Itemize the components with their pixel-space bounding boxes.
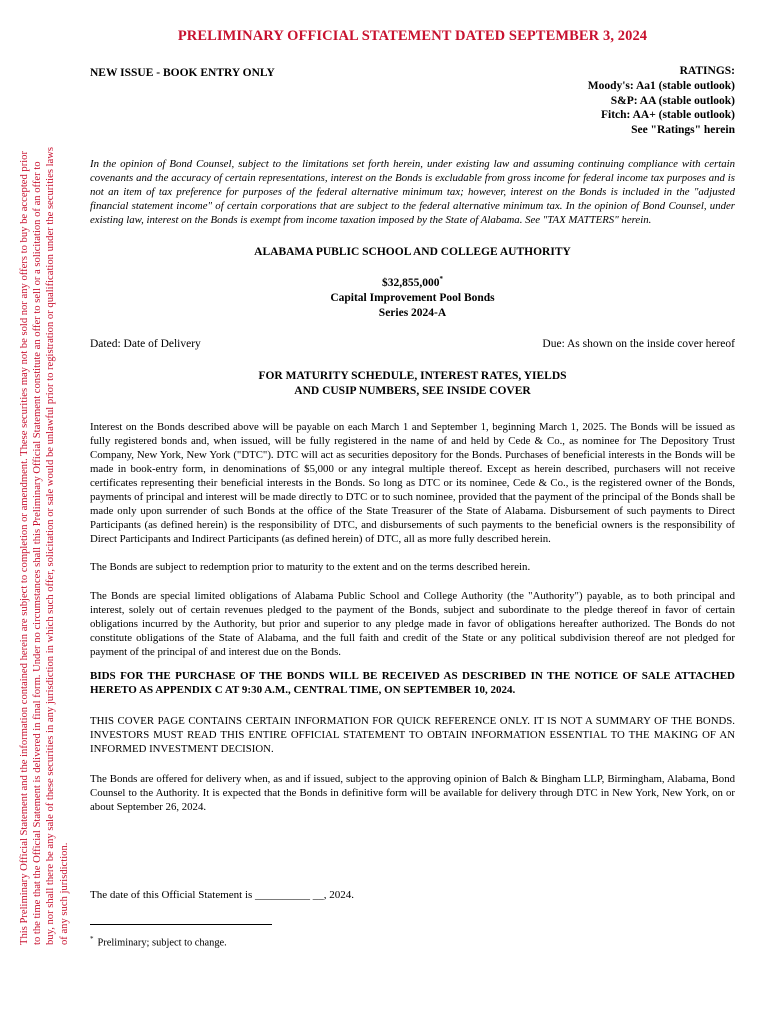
legend-line: of any such jurisdiction. (58, 842, 70, 945)
legend-line: to the time that the Official Statement is delivered in final form. Under no circumstances shall this Preliminary Official Statement constitute an offer to sell or a solicitation of an offer to (32, 161, 44, 945)
maturity-note-line: FOR MATURITY SCHEDULE, INTEREST RATES, YIELDS (258, 370, 567, 383)
bond-series: Series 2024-A (378, 307, 447, 320)
footnote (90, 932, 735, 951)
rating-fitch: Fitch: AA+ (stable outlook) (600, 109, 735, 122)
obligations-paragraph: The Bonds are special limited obligations of Alabama Public School and College Authority (the "Authority") payable, as to both principal and interest, solely out of certain revenues pledged to the payment of the Bonds, subject and subordinate to the pledge thereof in favor of certain obligations incurred by the Authority, but prior and superior to any pledge made in favor of obligations hereafter authorized. The Bonds do not constitute obligations of the State of Alabama, and the full faith and credit of the State or any political subdivision thereof are not pledged for payment of the principal of and interest due on the Bonds. (90, 589, 735, 658)
dated-text: Dated: Date of Delivery (90, 337, 201, 350)
bids-notice: BIDS FOR THE PURCHASE OF THE BONDS WILL BE RECEIVED AS DESCRIBED IN THE NOTICE OF SALE ATTACHED HERETO AS APPENDIX C AT 9:30 A.M., CENTRAL TIME, ON SEPTEMBER 10, 2024. (90, 670, 735, 697)
ratings-block (588, 64, 735, 138)
issuer-name: ALABAMA PUBLIC SCHOOL AND COLLEGE AUTHORITY (254, 246, 571, 259)
ratings-reference: See "Ratings" herein (631, 124, 735, 137)
tax-opinion: In the opinion of Bond Counsel, subject to the limitations set forth herein, under existing law and assuming continuing compliance with certain covenants and the accuracy of certain representations, interest on the Bonds is excludable from gross income for federal income tax purposes and is not an item of tax preference for purposes of the federal alternative minimum tax; however, interest on the Bonds is included in the "adjusted financial statement income" of certain corporations that are subject to the federal alternative minimum tax. In the opinion of Bond Counsel, under existing law, interest on the Bonds is exempt from income taxation imposed by the State of Alabama. See "TAX MATTERS" herein. (90, 157, 735, 227)
rating-moodys: Moody's: Aa1 (stable outlook) (587, 79, 735, 92)
statement-date-line: The date of this Official Statement is __________ __, 2024. (90, 889, 355, 902)
bond-amount-block (90, 272, 735, 322)
maturity-note-line: AND CUSIP NUMBERS, SEE INSIDE COVER (294, 385, 531, 398)
cover-page-notice: THIS COVER PAGE CONTAINS CERTAIN INFORMATION FOR QUICK REFERENCE ONLY. IT IS NOT A SUMMARY OF THE BONDS. INVESTORS MUST READ THIS ENTIRE OFFICIAL STATEMENT TO OBTAIN INFORMATION ESSENTIAL TO THE MAKING OF AN INFORMED INVESTMENT DECISION. (90, 714, 735, 755)
footnote-marker: * (90, 935, 94, 944)
preliminary-marker: * (439, 274, 443, 283)
due-text: Due: As shown on the inside cover hereof (542, 337, 735, 350)
principal-amount (90, 272, 735, 291)
footnote-divider (90, 924, 272, 925)
footnote-text: Preliminary; subject to change. (97, 937, 227, 949)
interest-payment-paragraph: Interest on the Bonds described above will be payable on each March 1 and September 1, beginning March 1, 2025. The Bonds will be issued as fully registered bonds and, when issued, will be fully registered in the name of and held by Cede & Co., as nominee for The Depository Trust Company, New York, New York ("DTC"). DTC will act as securities depository for the Bonds. Purchases of beneficial interests in the Bonds will be made in book-entry form, in denominations of $5,000 or any integral multiple thereof. Except as herein described, purchasers will not receive certificates representing their beneficial interests in the Bonds. So long as DTC or its nominee, Cede & Co., is the registered owner of the Bonds, payments of principal and interest will be made directly to DTC or to such nominee, provided that the payment of the principal of the Bonds shall be made only upon surrender of such Bonds at the office of the State Treasurer of the State of Alabama. Disbursement of such payments to Direct Participants (as defined herein) is the responsibility of DTC, and disbursements of such payments to the beneficial owners is the responsibility of Direct Participants and Indirect Participants (as defined herein) of DTC, all as more fully described herein. (90, 420, 735, 546)
legend-line: This Preliminary Official Statement and the information contained herein are subject to completion or amendment. These securities may not be sold nor any offers to buy be accepted prior (19, 151, 30, 945)
ratings-label: RATINGS: (679, 65, 735, 77)
document-title: PRELIMINARY OFFICIAL STATEMENT DATED SEPTEMBER 3, 2024 (177, 28, 648, 44)
cover-page-content (90, 64, 735, 951)
bond-name: Capital Improvement Pool Bonds (330, 291, 495, 304)
rating-sp: S&P: AA (stable outlook) (610, 94, 735, 107)
legend-line: buy, nor shall there be any sale of these securities in any jurisdiction in which such offer, solicitation or sale would be unlawful prior to registration or qualification under the securities laws (45, 146, 57, 945)
preliminary-legend (18, 65, 71, 945)
amount-value: $32,855,000 (382, 276, 440, 289)
dated-due-row (90, 337, 735, 351)
redemption-paragraph: The Bonds are subject to redemption prior to maturity to the extent and on the terms described herein. (90, 561, 531, 574)
maturity-schedule-note (90, 369, 735, 399)
issue-type: NEW ISSUE - BOOK ENTRY ONLY (90, 67, 275, 79)
issue-ratings-row (90, 64, 735, 138)
delivery-paragraph: The Bonds are offered for delivery when, as and if issued, subject to the approving opinion of Balch & Bingham LLP, Birmingham, Alabama, Bond Counsel to the Authority. It is expected that the Bonds in definitive form will be available for delivery through DTC in New York, New York, on or about September 26, 2024. (90, 772, 735, 814)
